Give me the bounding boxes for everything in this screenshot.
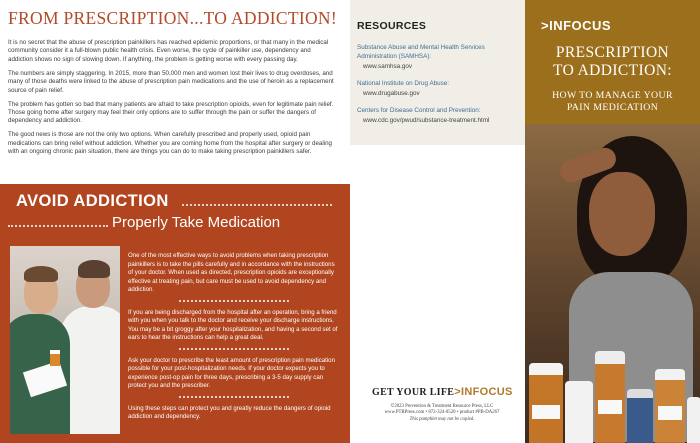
resource-name: Centers for Disease Control and Prevention:: [357, 106, 481, 114]
resource-url: www.samhsa.gov: [363, 63, 412, 70]
infocus-logo: [541, 18, 611, 33]
avoid-addiction-section: [0, 184, 350, 443]
avoid-addiction-body: [128, 252, 340, 425]
tagline-logo: [372, 386, 513, 398]
infocus-mark: >IN: [454, 386, 473, 398]
avoid-paragraph: Using these steps can protect you and greatly reduce the dangers of opioid addiction and dependency.: [128, 404, 331, 421]
resource-name: Substance Abuse and Mental Health Services Administration (SAMHSA):: [357, 44, 485, 60]
copyright-line: www.PTRPress.com • 872-324-0520 • product #PB-DA267: [384, 410, 500, 416]
pill-bottle-icon: [627, 389, 653, 443]
avoid-paragraph: One of the most effective ways to avoid problems when taking prescription painkillers is to take the pills carefully and in accordance with the instructions of your doctor. When used as directed, prescription opioids are exceptionally effective at treating pain, but care must be used to avoid dependency and addiction.: [128, 252, 335, 294]
dotted-divider: [179, 300, 289, 302]
doctor-patient-photo: [10, 246, 120, 434]
avoid-addiction-heading: AVOID ADDICTION: [16, 192, 169, 210]
avoid-paragraph: Ask your doctor to prescribe the least amount of prescription pain medication possible for your post-hospitalization needs. If your doctor expects you to experience post-op pain for three days, prescribing a 3-5 day supply can protect you and the prescriber.: [128, 356, 335, 390]
cover-subtitle-line: PAIN MEDICATION: [566, 102, 659, 114]
cover-header: [525, 0, 700, 124]
copyright-block: [372, 404, 512, 423]
bottle-label: [658, 406, 682, 420]
resource-url: www.cdc.gov/pwud/substance-treatment.html: [363, 117, 490, 124]
dotted-divider: [8, 225, 108, 227]
intro-paragraph: The numbers are simply staggering. In 2015, more than 50,000 men and women lost their lives to drug overdoses, and many of those deaths were linked to the abuse of prescription pain medications and the use of heroin as a replacement source of pain relief.: [8, 69, 334, 94]
dotted-divider: [179, 348, 289, 350]
resources-list: [357, 44, 523, 134]
cover-panel: [525, 0, 700, 443]
intro-heading: FROM PRESCRIPTION...TO ADDICTION!: [8, 8, 337, 28]
cover-title: [525, 44, 700, 80]
bottle-label: [598, 400, 622, 414]
resource-name: National Institute on Drug Abuse:: [357, 79, 450, 87]
infocus-word: FOCUS: [563, 18, 612, 33]
cover-title-line: TO ADDICTION:: [552, 61, 672, 79]
tagline-prefix: GET YOUR LIFE: [372, 387, 455, 398]
pill-bottle-icon: [655, 369, 685, 443]
pill-bottle-icon: [50, 350, 60, 366]
intro-paragraph: It is no secret that the abuse of prescription painkillers has reached epidemic proportions, or that many in the medical community consider it a full-blown public health crisis. Even worse, the cycle of painkiller use, dependency and addiction shows no sign of slowing down. If anything, the problem is getting worse with every passing day.: [8, 39, 329, 63]
dotted-divider: [182, 204, 332, 206]
intro-paragraph: The problem has gotten so bad that many patients are afraid to take prescription opioids, even for legitimate pain relief. Those going home after surgery may feel their only options are to suffer through the pain or suffer the dangers of dependency and addiction.: [8, 100, 334, 125]
bottle-label: [532, 405, 560, 419]
cover-subtitle: [525, 90, 700, 114]
pill-bottle-icon: [687, 397, 700, 443]
cover-subtitle-line: HOW TO MANAGE YOUR: [552, 90, 673, 101]
copyright-line: ©2023 Prevention & Treatment Resource Press, LLC: [390, 404, 494, 409]
infocus-word: FOCUS: [472, 386, 513, 398]
pill-bottle-icon: [595, 351, 625, 443]
cover-title-line: PRESCRIPTION: [555, 44, 670, 61]
woman-face: [589, 172, 655, 256]
woman-in-pain-photo: [525, 124, 700, 443]
back-panel: [350, 0, 525, 443]
avoid-paragraph: If you are being discharged from the hospital after an operation, bring a friend with you when you talk to the doctor and receive your discharge instructions. You may be a bit groggy after your hospitalization, and having a second set of ears to hear the instructions can help a great deal.: [128, 308, 338, 342]
avoid-addiction-subheading: Properly Take Medication: [112, 214, 281, 231]
doctor-hair: [78, 260, 110, 278]
resource-url: www.drugabuse.gov: [363, 90, 420, 97]
pill-bottle-icon: [565, 381, 593, 443]
intro-body: [8, 39, 334, 162]
copyright-line: This pamphlet may not be copied.: [409, 416, 475, 422]
pill-bottle-icon: [529, 363, 563, 443]
resources-box: [350, 0, 525, 145]
intro-paragraph: The good news is those are not the only two options. When carefully prescribed and properly used, opioid pain medications can bring relief without addiction. Whether you are coming home from the hospital after surgery or dealing with an ongoing chronic pain situation, there are things you can do to make taking prescription painkillers safer.: [8, 131, 332, 156]
patient-hair: [24, 266, 58, 282]
infocus-mark: >IN: [541, 18, 564, 33]
resources-heading: RESOURCES: [357, 20, 427, 32]
dotted-divider: [179, 396, 289, 398]
